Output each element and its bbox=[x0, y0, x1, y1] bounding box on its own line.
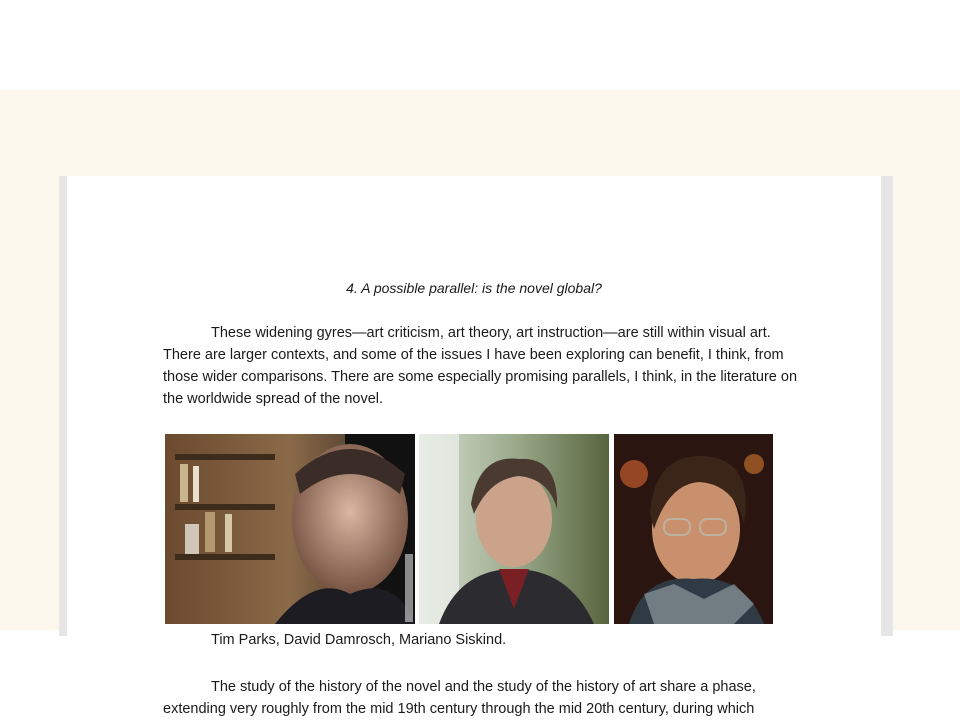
paragraph-1: These widening gyres—art criticism, art theory, art instruction—are still within visual art. There are larger contexts, and some of the issues I have been exploring can benefit, I think, from those wider comparisons. There are some especially promising parallels, I think, in the literature on the worldwide spread of the novel. bbox=[163, 325, 798, 407]
document-viewport[interactable] bbox=[0, 90, 960, 717]
paragraph-2: The study of the history of the novel and the study of the history of art share a phase, extending very roughly from the mid 19th century through the mid 20th century, during which bbox=[163, 679, 756, 717]
portrait-tim-parks bbox=[165, 434, 415, 624]
section-heading: 4. A possible parallel: is the novel global? bbox=[346, 280, 602, 296]
portrait-david-damrosch bbox=[419, 434, 609, 624]
document-page bbox=[67, 176, 881, 717]
portrait-mariano-siskind bbox=[614, 434, 773, 624]
photo-caption: Tim Parks, David Damrosch, Mariano Siskind. bbox=[211, 632, 507, 648]
